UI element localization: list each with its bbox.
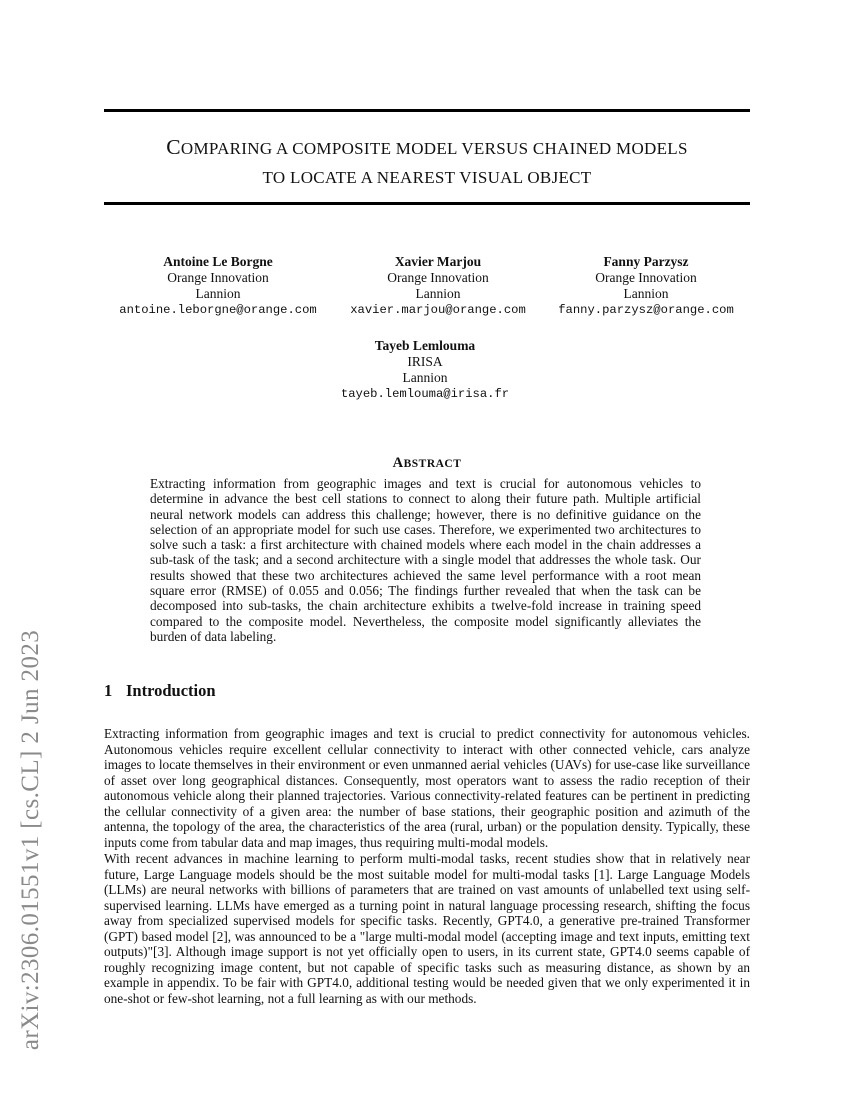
author-affiliation: Orange Innovation [387,270,489,285]
body-paragraph: With recent advances in machine learning to perform multi-modal tasks, recent studies show that in relatively near future, Large Language models should be the most suitable model for multi-modal tasks [1]. Large Language Models (LLMs) are neural networks with billions of parameters that are trained on vast amounts of unlabelled text using self-supervised learning. LLMs have emerged as a turning point in natural language processing research, shifting the focus away from specialized supervised models for specific tasks. Recently, GPT4.0, a generative pre-trained Transformer (GPT) based model [2], was announced to be a "large multi-modal model (accepting image and text inputs, emitting text outputs)"[3]. Although image support is not yet officially open to users, in its current state, GPT4.0 seems capable of roughly recognizing image content, but not capable of specific tasks such as measuring distance, as shown by an example in appendix. To be fair with GPT4.0, additional testing would be needed given that we only experimented it in one-shot or few-shot learning, not a full learning as with our methods. [104,851,750,1006]
title-rule-bottom [104,202,750,205]
author-affiliation: IRISA [407,354,443,369]
body-paragraph: Extracting information from geographic images and text is crucial to predict connectivity for autonomous vehicles. Autonomous vehicles require excellent cellular connectivity to interact with other connected vehicle, cars analyze images to locate themselves in their environment or even unmanned aerial vehicles (UAVs) for use-case like surveillance of asset over long geographical distances. Consequently, most operators want to assess the radio reception of their autonomous vehicle along their planned trajectories. Various connectivity-related features can be pertinent in predicting the cellular connectivity of a given area: the number of base stations, their geographic position and azimuth of the antenna, the topology of the area, the characteristics of the area (rural, urban) or the population density. Typically, these inputs come from tabular data and map images, thus requiring multi-modal models. [104,726,750,850]
arxiv-identifier: arXiv:2306.01551v1 [cs.CL] 2 Jun 2023 [17,629,44,1051]
author-location: Lannion [195,286,241,301]
arxiv-sidebar [9,300,53,1051]
section-heading [104,681,216,701]
author-name: Tayeb Lemlouma [374,338,476,353]
paper-title [104,133,750,192]
author-name: Antoine Le Borgne [163,254,273,269]
author-location: Lannion [402,370,448,385]
author-email[interactable]: antoine.leborgne@orange.com [119,303,317,317]
author-name: Xavier Marjou [394,254,482,269]
title-rule-top [104,109,750,112]
author-name: Fanny Parzysz [603,254,689,269]
abstract-heading: ABSTRACT [392,455,462,471]
author-affiliation: Orange Innovation [595,270,697,285]
author-block [98,254,338,318]
section-number: 1 [104,681,113,700]
abstract-text: Extracting information from geographic images and text is crucial for autonomous vehicles to determine in advance the best cell stations to connect to along their future path. Multiple artificial neural network models can address this challenge; however, there is no definitive guidance on the selection of an appropriate model for such use cases. Therefore, we experimented two architectures to solve such a task: a first architecture with chained models where each model in the chain addresses a sub-task of the task; and a second architecture with a single model that addresses the whole task. Our results showed that these two architectures achieved the same level performance with a root mean square error (RMSE) of 0.055 and 0.056; The findings further revealed that when the task can be decomposed into sub-tasks, the chain architecture exhibits a twelve-fold increase in training speed compared to the composite model. Nevertheless, the composite model significantly alleviates the burden of data labeling. [150,476,701,644]
author-email[interactable]: tayeb.lemlouma@irisa.fr [340,387,510,401]
section-title: Introduction [126,681,216,700]
author-location: Lannion [415,286,461,301]
title-line-2: TO LOCATE A NEAREST VISUAL OBJECT [262,168,592,187]
title-line-1: COMPARING A COMPOSITE MODEL VERSUS CHAINED MODELS [166,135,688,159]
author-block [318,254,558,318]
author-email[interactable]: fanny.parzysz@orange.com [558,303,734,317]
author-block [305,338,545,402]
author-location: Lannion [623,286,669,301]
author-email[interactable]: xavier.marjou@orange.com [350,303,526,317]
author-block [526,254,766,318]
author-affiliation: Orange Innovation [167,270,269,285]
